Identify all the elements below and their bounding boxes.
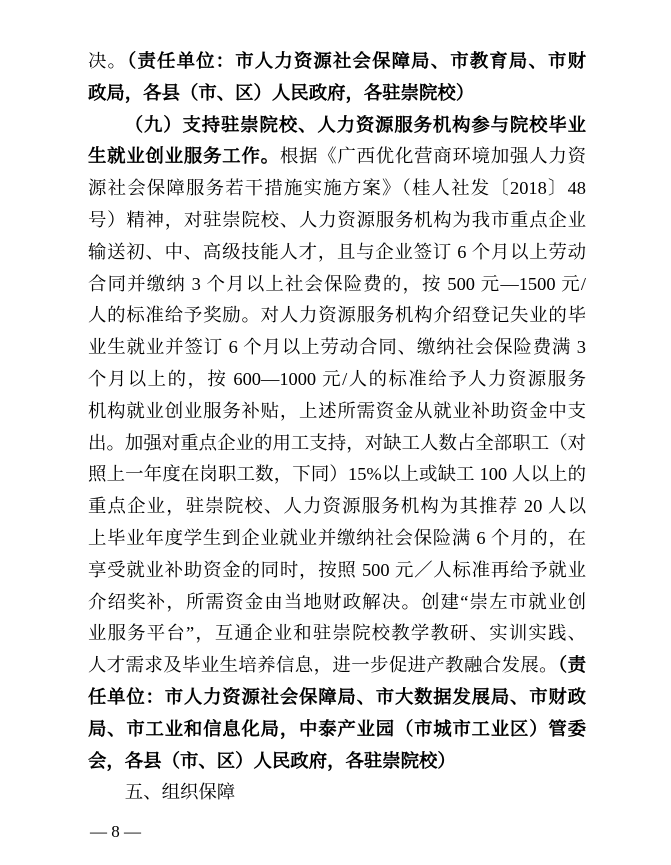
text-line (88, 269, 586, 301)
text-line (88, 46, 586, 78)
chapter-heading: 五、组织保障 (124, 782, 236, 803)
page-number: — 8 — (90, 822, 141, 841)
text-segment: 合同并缴纳 3 个月以上社会保险费的，按 500 元—1500 元/ (88, 273, 586, 294)
text-segment: 机构就业创业服务补贴，上述所需资金从就业补助资金中支 (88, 400, 586, 421)
text-line (88, 523, 586, 555)
text-line (88, 428, 586, 460)
text-line (88, 332, 586, 364)
text-segment: 业生就业并签订 6 个月以上劳动合同、缴纳社会保险费满 3 (88, 337, 586, 358)
text-segment: 人才需求及毕业生培养信息，进一步促进产教融合发展。 (88, 655, 558, 676)
text-line (88, 364, 586, 396)
text-line (88, 555, 586, 587)
responsible-units-bold: 会，各县（市、区）人民政府，各驻崇院校） (88, 750, 456, 771)
text-line (88, 78, 586, 110)
text-line (88, 650, 586, 682)
text-segment: 号）精神，对驻崇院校、人力资源服务机构为我市重点企业 (88, 209, 586, 230)
text-line (88, 459, 586, 491)
text-segment: 介绍奖补，所需资金由当地财政解决。创建“崇左市就业创 (88, 591, 586, 612)
text-line (88, 237, 586, 269)
text-segment: 决。 (88, 51, 128, 71)
section-heading-bold: （九）支持驻崇院校、人力资源服务机构参与院校毕业 (124, 114, 586, 135)
text-line (88, 682, 586, 714)
responsible-units-bold: 局、市工业和信息化局，中泰产业园（市城市工业区）管委 (88, 718, 586, 739)
text-segment: 上毕业年度学生到企业就业并缴纳社会保险满 6 个月的，在 (88, 527, 586, 548)
responsible-units-bold: （责任单位：市人力资源社会保障局、市教育局、市财 (127, 51, 586, 71)
section-heading-line (88, 110, 586, 142)
chapter-heading-line (88, 777, 586, 809)
body-text (88, 46, 586, 809)
responsible-units-bold: （责 (557, 655, 586, 676)
text-line (88, 714, 586, 746)
text-line (88, 141, 586, 173)
responsible-units-bold: 任单位：市人力资源社会保障局、市大数据发展局、市财政 (88, 686, 586, 707)
text-segment: 人的标准给予奖励。对人力资源服务机构介绍登记失业的毕 (88, 305, 586, 326)
section-heading-bold: 生就业创业服务工作。 (88, 146, 280, 167)
text-segment: 业服务平台”，互通企业和驻崇院校教学教研、实训实践、 (88, 623, 586, 644)
text-segment: 出。加强对重点企业的用工支持，对缺工人数占全部职工（对 (88, 432, 586, 453)
text-segment: 输送初、中、高级技能人才，且与企业签订 6 个月以上劳动 (88, 241, 586, 262)
text-segment: 个月以上的，按 600—1000 元/人的标准给予人力资源服务 (88, 368, 586, 389)
text-line (88, 618, 586, 650)
text-segment: 源社会保障服务若干措施实施方案》（桂人社发〔2018〕48 (88, 178, 586, 199)
text-line (88, 300, 586, 332)
text-line (88, 205, 586, 237)
text-line (88, 396, 586, 428)
text-line (88, 491, 586, 523)
text-segment: 照上一年度在岗职工数，下同）15%以上或缺工 100 人以上的 (88, 464, 586, 485)
text-line (88, 587, 586, 619)
text-segment: 根据《广西优化营商环境加强人力资 (279, 146, 586, 167)
text-segment: 重点企业，驻崇院校、人力资源服务机构为其推荐 20 人以 (88, 496, 586, 517)
text-segment: 享受就业补助资金的同时，按照 500 元／人标准再给予就业 (88, 559, 586, 580)
text-line (88, 173, 586, 205)
responsible-units-bold: 政局，各县（市、区）人民政府，各驻崇院校） (88, 82, 475, 103)
text-line (88, 746, 586, 778)
